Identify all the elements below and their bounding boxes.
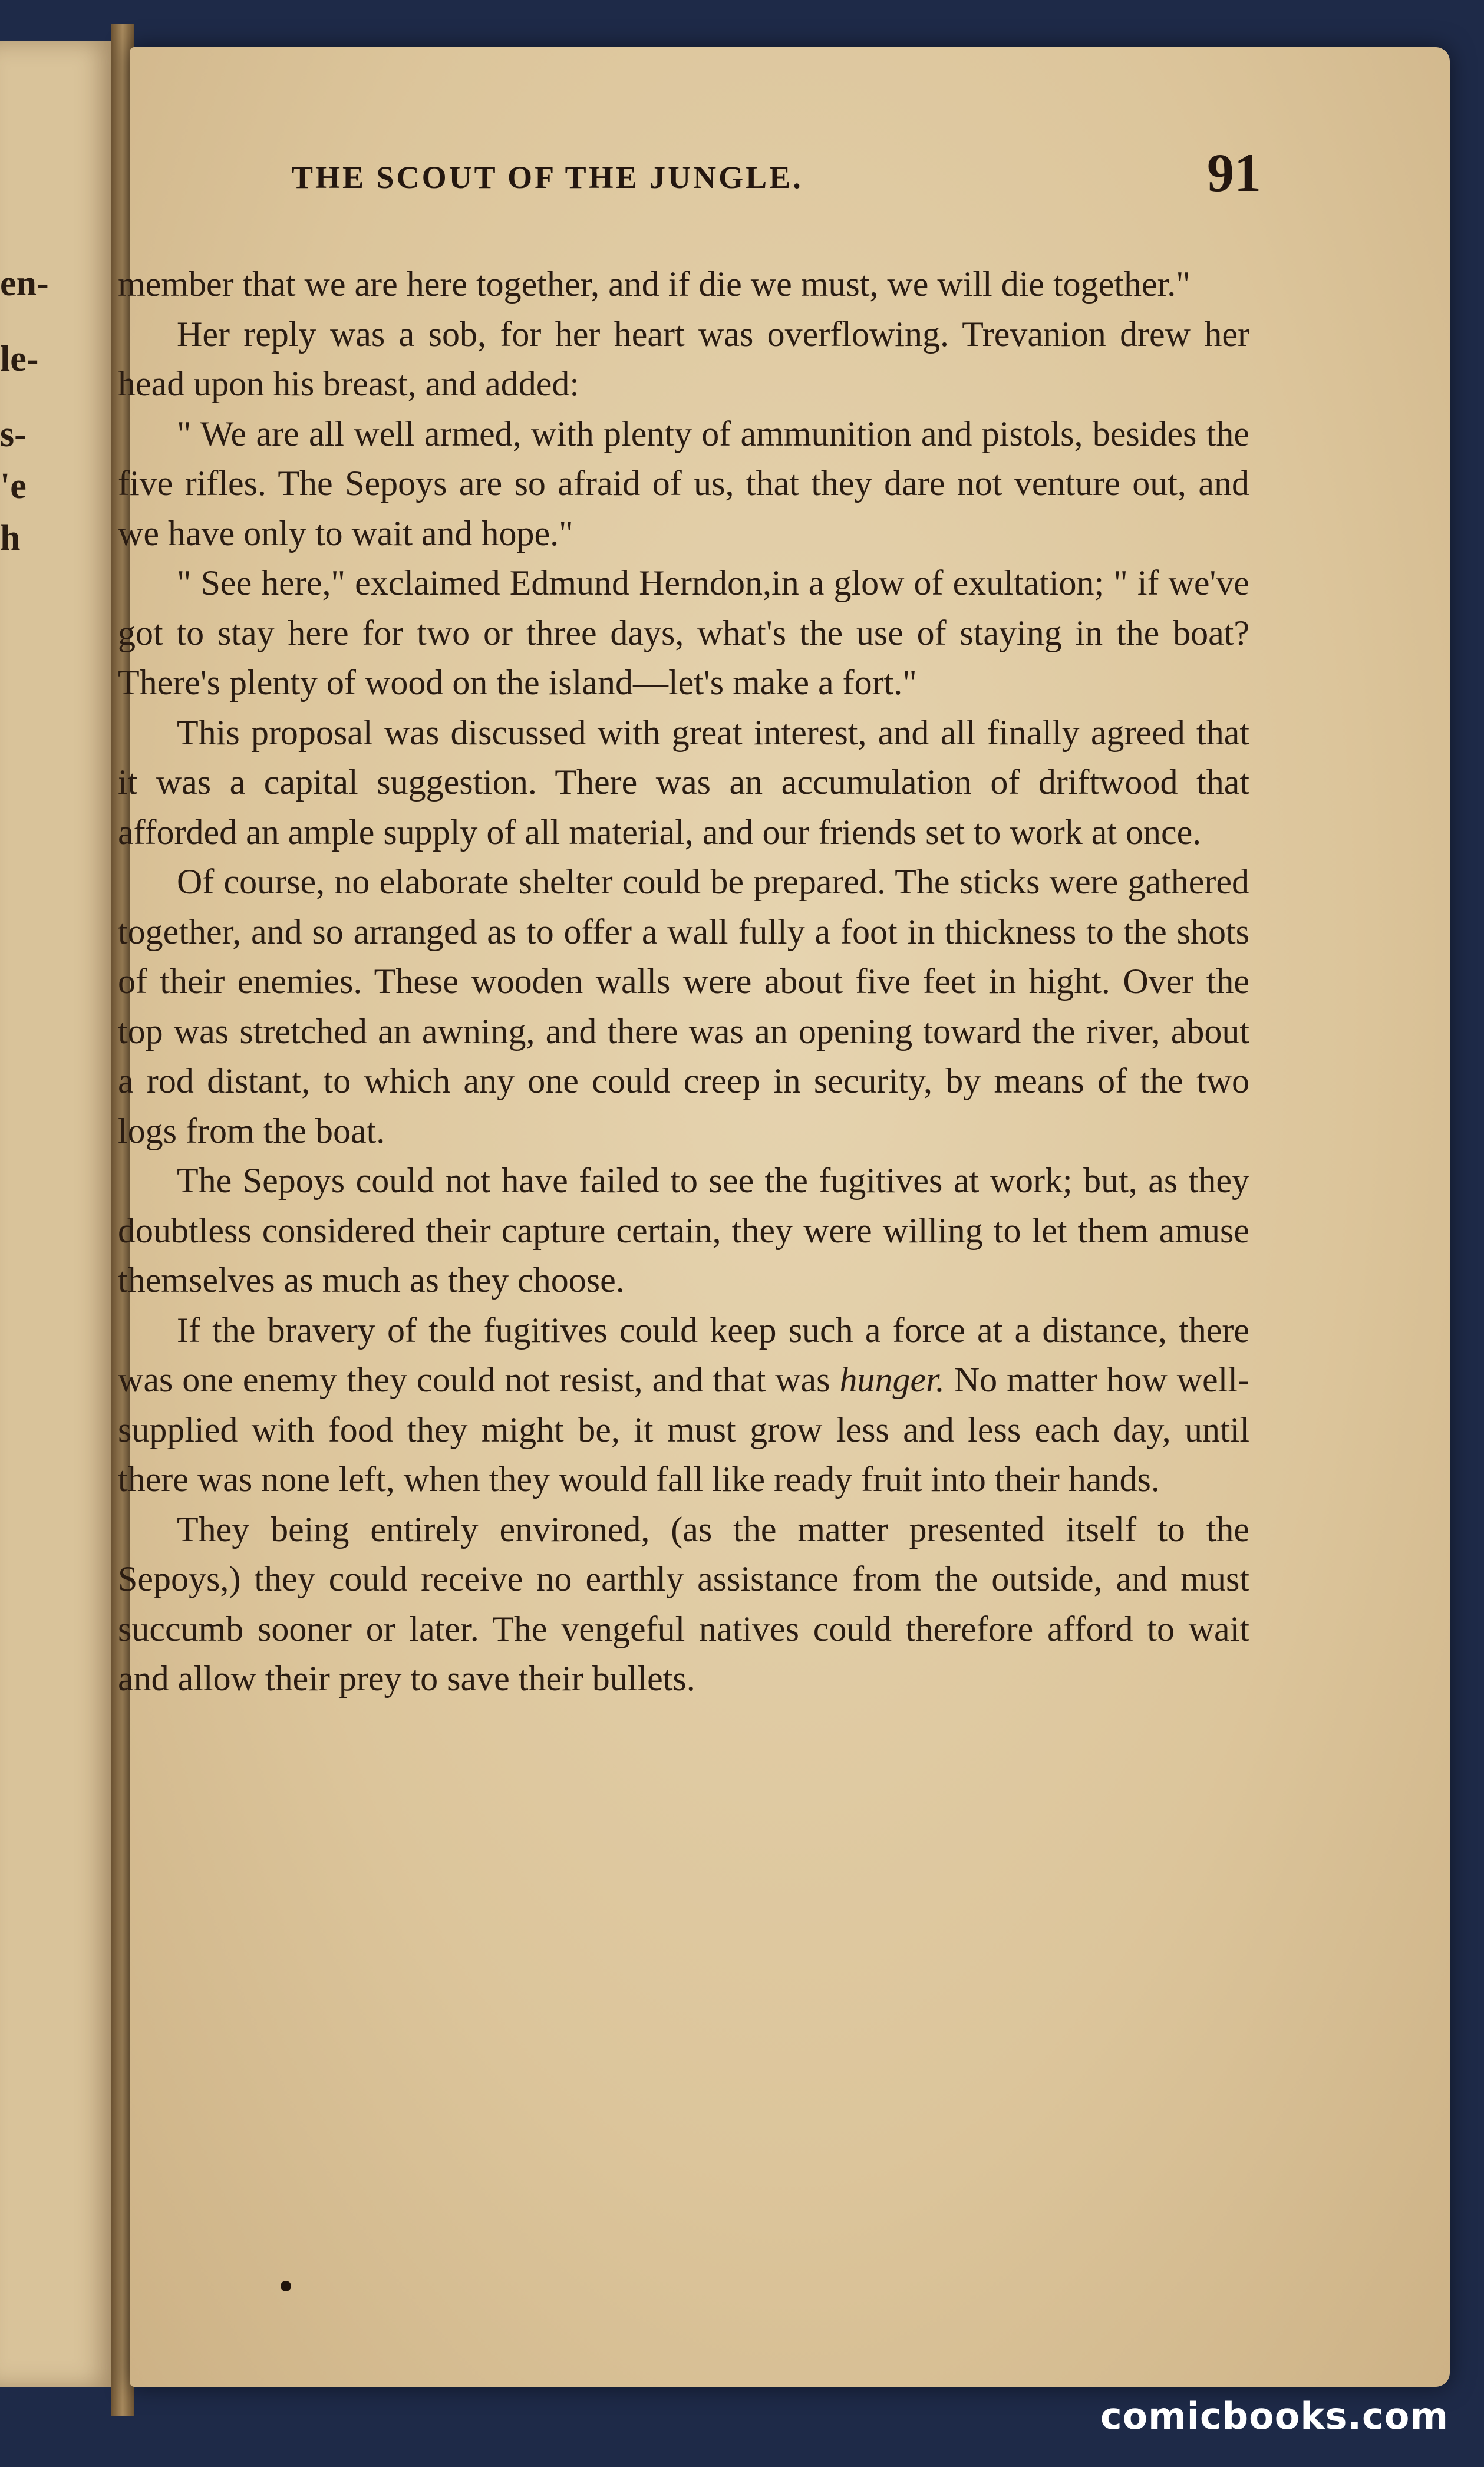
paragraph-text: If the bravery of the fugitives could keep such a force at a distance, there was one enemy they could not resist, and that was: [118, 1310, 1249, 1399]
paragraph: Her reply was a sob, for her heart was overflowing. Trevanion drew her head upon his breast, and added:: [118, 314, 1249, 403]
paragraph-text: No matter how well-supplied with food they might be, it must grow less and less each day, until there was none left, when they would fall like ready fruit into their hands.: [118, 1360, 1249, 1499]
paragraph: " See here," exclaimed Edmund Herndon,in a glow of exultation; " if we've got to stay here for two or three days, what's the use of staying in the boat? There's plenty of wood on the island—let's make a fort.": [118, 563, 1249, 702]
left-fragment: en-: [0, 263, 49, 304]
running-head: THE SCOUT OF THE JUNGLE.: [292, 160, 803, 195]
paragraph: member that we are here together, and if die we must, we will die together.": [118, 265, 1191, 304]
watermark: comicbooks.com: [1100, 2395, 1449, 2438]
paragraph: Of course, no elaborate shelter could be prepared. The sticks were gathered together, and so arranged as to offer a wall fully a foot in thickness to the shots of their enemies. These wooden walls were about five feet in hight. Over the top was stretched an awning, and there was an opening toward the river, about a rod distant, to which any one could creep in security, by means of the two logs from the boat.: [118, 862, 1249, 1150]
page-header: [153, 141, 1261, 206]
left-page-edge: [0, 41, 118, 2387]
page-body: [118, 259, 1249, 1704]
left-fragment: s-: [0, 414, 27, 454]
paragraph: They being entirely environed, (as the matter presented itself to the Sepoys,) they could receive no earthly assistance from the outside, and must succumb sooner or later. The vengeful natives could therefore afford to wait and allow their prey to save their bullets.: [118, 1509, 1249, 1698]
paragraph: " We are all well armed, with plenty of ammunition and pistols, besides the five rifles. The Sepoys are so afraid of us, that they dare not venture out, and we have only to wait and hope.": [118, 414, 1249, 553]
left-fragment: 'e: [0, 466, 27, 506]
emphasis-hunger: hunger.: [839, 1360, 945, 1399]
paragraph: This proposal was discussed with great interest, and all finally agreed that it was a capital suggestion. There was an accumulation of driftwood that afforded an ample supply of all material, and our friends set to work at once.: [118, 713, 1249, 852]
left-page-text-fragments: [0, 263, 49, 595]
page-number: 91: [1207, 143, 1261, 203]
paragraph: The Sepoys could not have failed to see the fugitives at work; but, as they doubtless considered their capture certain, they were willing to let them amuse themselves as much as they choose.: [118, 1161, 1249, 1300]
left-fragment: le-: [0, 339, 39, 379]
left-fragment: h: [0, 518, 21, 558]
paragraph-hunger: [118, 1305, 1249, 1505]
ink-dot: [281, 2281, 291, 2291]
